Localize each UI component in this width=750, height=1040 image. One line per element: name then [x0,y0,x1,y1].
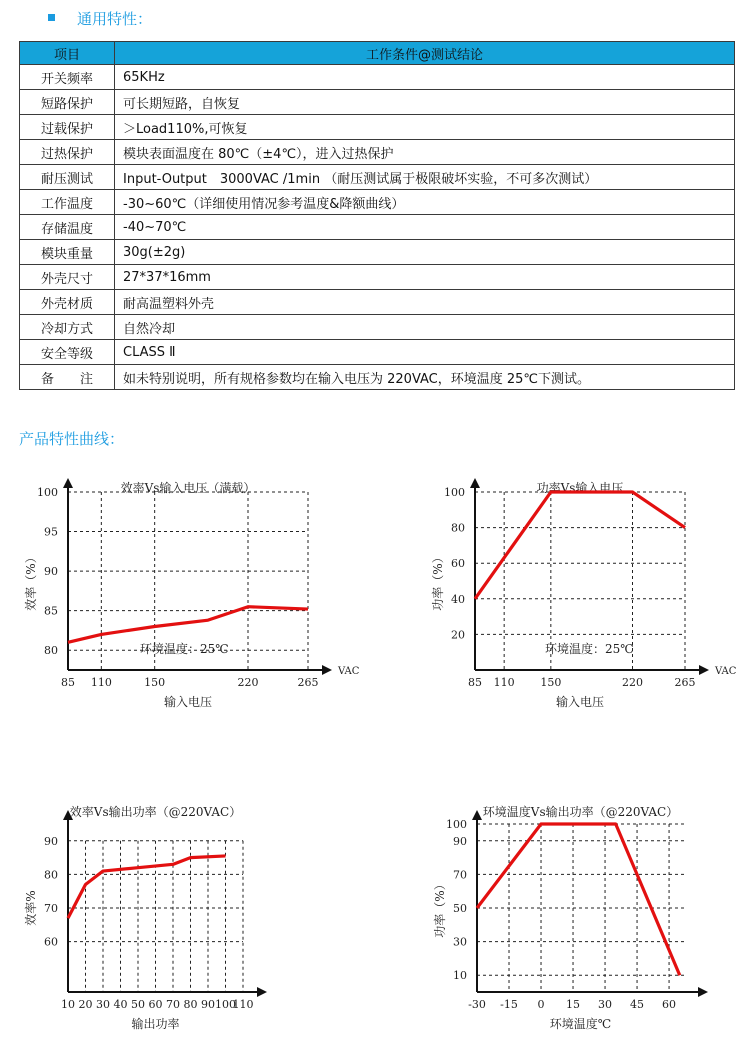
y-axis-label: 功率（%） [431,551,445,611]
row-label: 开关频率 [20,65,115,90]
spec-table [19,41,735,390]
table-row [20,190,735,215]
row-label: 短路保护 [20,90,115,115]
x-tick-label: 100 [215,998,236,1011]
x-axis-arrow-icon [322,665,332,675]
header-condition: 工作条件@测试结论 [115,42,735,65]
x-tick-label: 60 [148,998,163,1011]
row-label: 备 注 [20,365,115,390]
row-value: 可长期短路，自恢复 [115,90,735,115]
row-label: 过热保护 [20,140,115,165]
x-unit-label: VAC [338,666,360,677]
y-tick-label: 90 [44,565,58,579]
table-row [20,315,735,340]
x-unit-label: VAC [715,666,737,677]
x-axis-arrow-icon [698,987,708,997]
table-row [20,140,735,165]
x-tick-label: 110 [232,998,254,1011]
row-label: 工作温度 [20,190,115,215]
section-title-text: 通用特性： [77,10,153,28]
series-line [477,824,680,975]
x-tick-label: 40 [113,998,128,1011]
chart-power-vs-ambient-temperature [420,792,750,1037]
table-row [20,240,735,265]
row-value: -30~60℃（详细使用情况参考温度&降额曲线） [115,190,735,215]
y-tick-label: 40 [451,592,465,606]
row-value: 耐高温塑料外壳 [115,290,735,315]
row-label: 冷却方式 [20,315,115,340]
x-tick-label: 50 [131,998,145,1011]
x-tick-label: 20 [78,998,93,1011]
x-tick-label: 110 [493,676,515,689]
x-tick-label: 150 [144,676,166,689]
y-tick-label: 70 [453,868,467,882]
header-item: 项目 [20,42,115,65]
table-row [20,165,735,190]
row-value: ＞Load110%,可恢复 [115,115,735,140]
x-axis-label: 环境温度℃ [549,1017,612,1031]
chart-title: 环境温度Vs输出功率（@220VAC） [482,805,679,819]
y-axis-arrow-icon [470,478,480,488]
row-value: 如未特别说明，所有规格参数均在输入电压为 220VAC，环境温度 25℃下测试。 [115,365,735,390]
y-tick-label: 100 [446,818,467,831]
y-tick-label: 100 [444,486,465,499]
row-label: 安全等级 [20,340,115,365]
x-tick-label: 220 [622,676,643,689]
row-value: 27*37*16mm [115,265,735,290]
chart-annotation: 环境温度：25℃ [545,642,634,656]
y-axis-arrow-icon [472,810,482,820]
y-tick-label: 60 [451,557,465,571]
row-value: 30g(±2g) [115,240,735,265]
series-line [68,856,226,918]
x-axis-label: 输入电压 [163,695,213,709]
y-tick-label: 90 [453,834,467,848]
x-axis-label: 输出功率 [131,1017,180,1031]
x-tick-label: 60 [662,998,677,1011]
x-tick-label: 45 [630,998,645,1011]
x-tick-label: 15 [566,998,581,1011]
row-value: 65KHz [115,65,735,90]
x-axis-arrow-icon [699,665,709,675]
x-tick-label: 110 [90,676,112,689]
row-value: -40~70℃ [115,215,735,240]
chart-title: 效率Vs输出功率（@220VAC） [69,805,242,819]
x-tick-label: 150 [540,676,562,689]
y-tick-label: 80 [44,644,58,658]
row-label: 外壳尺寸 [20,265,115,290]
x-tick-label: 70 [166,998,180,1011]
chart-efficiency-vs-output-power [20,792,350,1037]
x-tick-label: 265 [674,676,696,689]
y-tick-label: 95 [44,525,58,539]
y-axis-label: 效率% [24,890,38,926]
row-value: CLASS Ⅱ [115,340,735,365]
y-tick-label: 60 [44,935,58,949]
y-tick-label: 85 [44,604,58,618]
x-axis-arrow-icon [257,987,267,997]
x-axis-label: 输入电压 [555,695,605,709]
y-tick-label: 50 [453,902,467,915]
y-tick-label: 70 [44,902,58,915]
section-title-general [48,8,152,29]
x-tick-label: 265 [297,676,319,689]
chart-title: 功率Vs输入电压 [536,481,624,495]
x-tick-label: 85 [61,676,75,689]
table-header-row [20,42,735,65]
row-label: 模块重量 [20,240,115,265]
x-tick-label: -15 [500,998,518,1011]
series-line [475,492,685,599]
table-row [20,340,735,365]
table-row [20,265,735,290]
chart-title: 效率Vs输入电压（满载） [120,481,256,495]
row-label: 耐压测试 [20,165,115,190]
x-tick-label: 80 [183,998,198,1011]
table-row [20,215,735,240]
x-tick-label: 85 [468,676,482,689]
x-tick-label: 0 [537,998,545,1011]
table-row [20,65,735,90]
y-axis-arrow-icon [63,478,73,488]
square-bullet-icon [48,14,55,21]
row-value: 模块表面温度在 80℃（±4℃），进入过热保护 [115,140,735,165]
table-row [20,290,735,315]
chart-efficiency-vs-input-voltage [20,470,360,730]
y-tick-label: 20 [451,628,465,642]
series-line [68,607,308,643]
chart-annotation: 环境温度：25℃ [140,642,229,656]
row-value: 自然冷却 [115,315,735,340]
row-label: 过载保护 [20,115,115,140]
row-value: Input-Output 3000VAC /1min （耐压测试属于极限破坏实验，不可多次测试） [115,165,735,190]
y-tick-label: 80 [44,868,58,882]
y-tick-label: 10 [453,969,467,983]
y-tick-label: 90 [44,834,58,848]
x-tick-label: 30 [96,998,110,1011]
x-tick-label: 30 [598,998,613,1011]
y-axis-label: 功率（%） [433,878,447,938]
chart-power-vs-input-voltage [420,470,750,730]
y-tick-label: 100 [37,486,58,499]
y-tick-label: 30 [453,935,467,949]
table-row [20,115,735,140]
x-tick-label: 220 [237,676,259,689]
x-tick-label: 90 [201,998,215,1011]
y-axis-label: 效率（%） [24,551,38,611]
x-tick-label: -30 [468,998,486,1011]
row-label: 外壳材质 [20,290,115,315]
table-row [20,90,735,115]
table-row [20,365,735,390]
row-label: 存储温度 [20,215,115,240]
x-tick-label: 10 [61,998,75,1011]
section-title-curves: 产品特性曲线： [19,430,125,448]
y-tick-label: 80 [451,521,465,535]
